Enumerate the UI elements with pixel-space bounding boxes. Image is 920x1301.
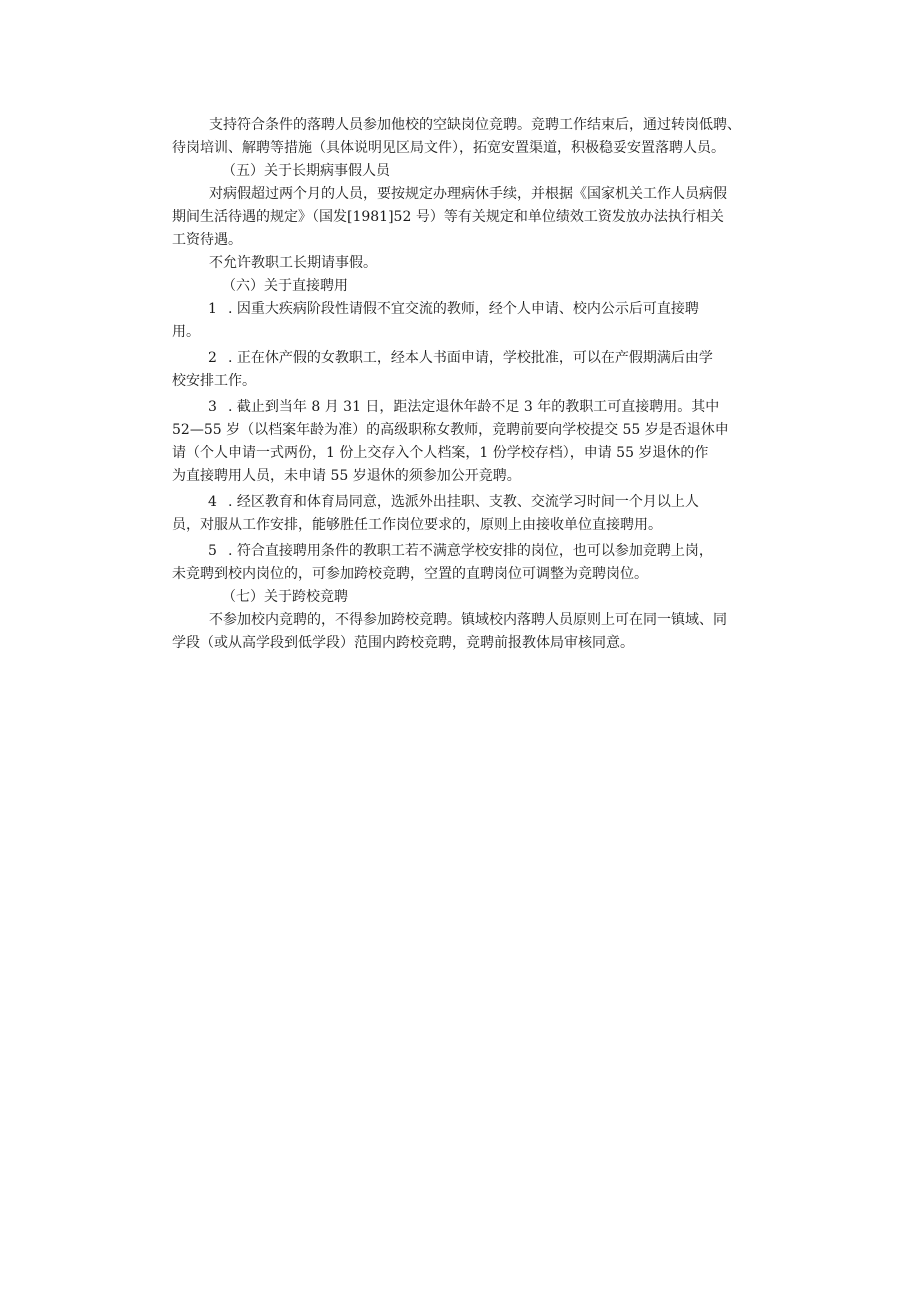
list-item <box>172 347 762 393</box>
text-line: 员，对服从工作安排，能够胜任工作岗位要求的，原则上由接收单位直接聘用。 <box>172 517 662 533</box>
item-text: . 截止到当年 8 月 31 日，距法定退休年龄不足 3 年的教职工可直接聘用。其中 <box>228 399 720 415</box>
list-item <box>172 298 762 344</box>
text-line: 学段（或从高学段到低学段）范围内跨校竞聘，竞聘前报教体局审核同意。 <box>172 635 634 651</box>
text-line <box>172 347 762 370</box>
item-text: . 正在休产假的女教职工，经本人书面申请，学校批准，可以在产假期满后由学 <box>228 350 713 366</box>
paragraph-placement <box>172 114 762 160</box>
text-line <box>172 396 762 419</box>
item-text: . 符合直接聘用条件的教职工若不满意学校安排的岗位，也可以参加竞聘上岗， <box>228 543 713 559</box>
text-line: 工资待遇。 <box>172 232 242 248</box>
text-line: 未竞聘到校内岗位的，可参加跨校竞聘，空置的直聘岗位可调整为竞聘岗位。 <box>172 566 648 582</box>
paragraph-sick-leave <box>172 183 762 252</box>
paragraph-personal-leave: 不允许教职工长期请事假。 <box>209 255 377 271</box>
paragraph-cross-school <box>172 609 762 655</box>
item-text: . 因重大疾病阶段性请假不宜交流的教师，经个人申请、校内公示后可直接聘 <box>228 301 699 317</box>
text-line: 不参加校内竞聘的，不得参加跨校竞聘。镇域校内落聘人员原则上可在同一镇域、同 <box>209 612 727 628</box>
item-number: 3 <box>208 399 217 415</box>
item-number: 2 <box>208 350 217 366</box>
section-heading-five: （五）关于长期病事假人员 <box>222 163 390 179</box>
item-number: 5 <box>208 543 217 559</box>
text-line <box>172 491 762 514</box>
text-line: 用。 <box>172 324 200 340</box>
text-line: 期间生活待遇的规定》（国发[1981]52 号）等有关规定和单位绩效工资发放办法执行相关 <box>172 209 724 225</box>
list-item <box>172 540 762 586</box>
text-line: 支持符合条件的落聘人员参加他校的空缺岗位竞聘。竞聘工作结束后，通过转岗低聘、 <box>209 117 741 133</box>
text-line: 对病假超过两个月的人员，要按规定办理病休手续，并根据《国家机关工作人员病假 <box>209 186 727 202</box>
item-text: . 经区教育和体育局同意，选派外出挂职、支教、交流学习时间一个月以上人 <box>228 494 699 510</box>
item-number: 1 <box>208 301 217 317</box>
item-number: 4 <box>208 494 217 510</box>
list-item <box>172 491 762 537</box>
section-heading-six: （六）关于直接聘用 <box>222 278 348 294</box>
list-item <box>172 396 762 488</box>
text-line: 为直接聘用人员，未申请 55 岁退休的须参加公开竞聘。 <box>172 468 521 484</box>
text-line: 校安排工作。 <box>172 373 256 389</box>
text-line: 请（个人申请一式两份，1 份上交存入个人档案，1 份学校存档），申请 55 岁退休的作 <box>172 445 709 461</box>
text-line: 52—55 岁（以档案年龄为准）的高级职称女教师，竞聘前要向学校提交 55 岁是否退休申 <box>172 422 729 438</box>
document-body <box>172 114 762 655</box>
text-line <box>172 298 762 321</box>
text-line: 待岗培训、解聘等措施（具体说明见区局文件），拓宽安置渠道，积极稳妥安置落聘人员。 <box>172 140 725 156</box>
section-heading-seven: （七）关于跨校竞聘 <box>222 589 348 605</box>
text-line <box>172 540 762 563</box>
